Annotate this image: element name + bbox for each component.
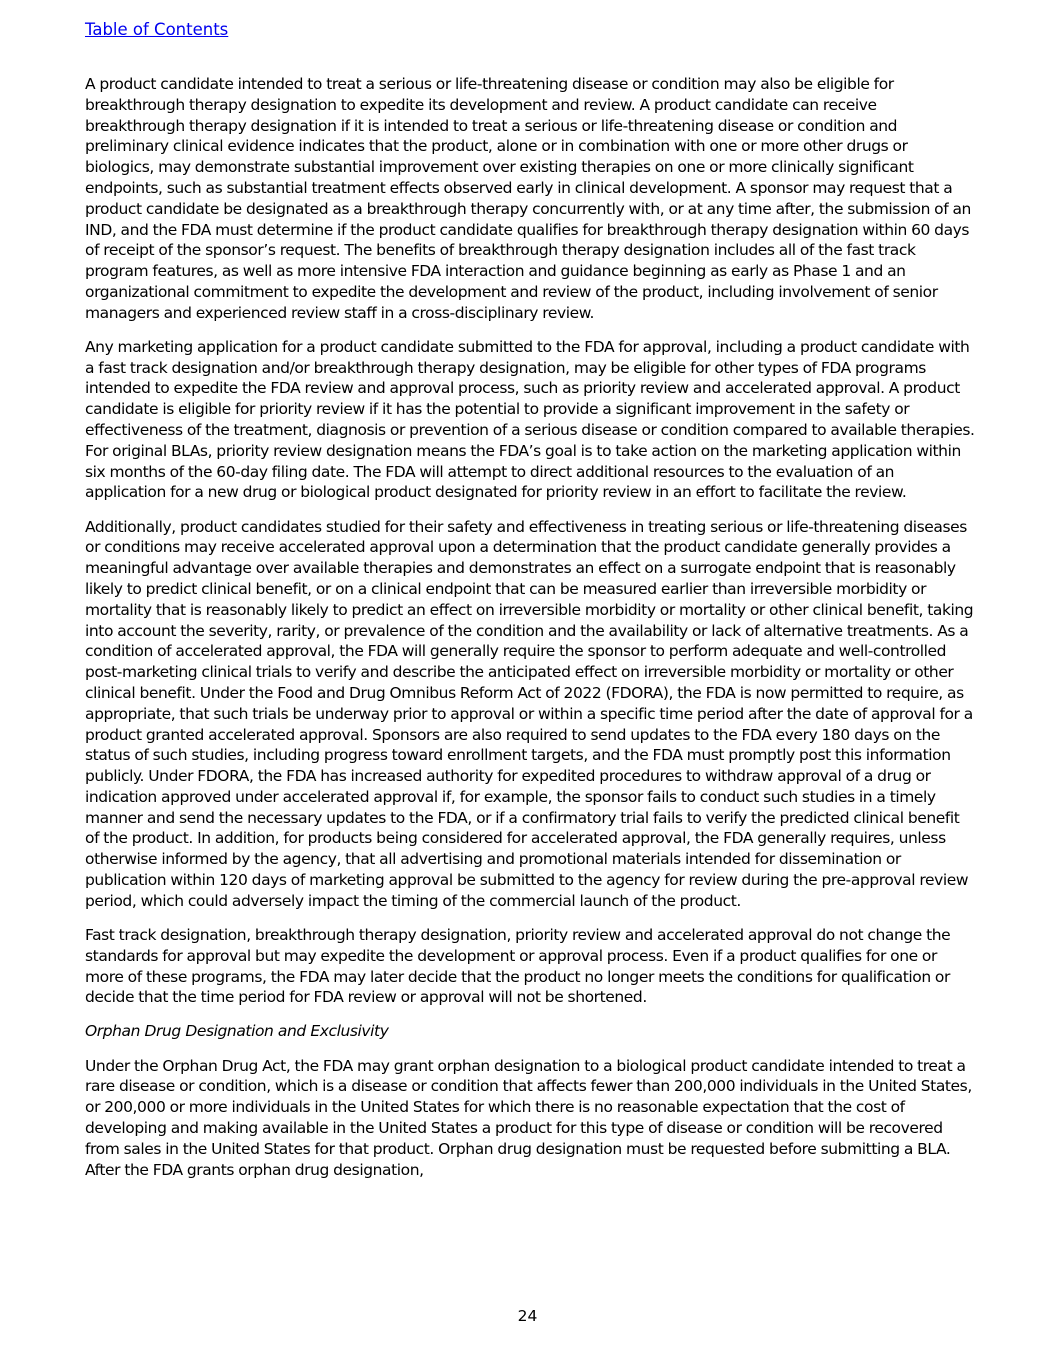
paragraph-orphan-drug-act: Under the Orphan Drug Act, the FDA may grant orphan designation to a biological product candidate intended to treat a rare disease or condition, which is a disease or condition that affects fewer than 200,000 individuals in the United States, or 200,000 or more individuals in the United States for which there is no reasonable expectation that the cost of developing and making available in the United States a product for this type of disease or condition will be recovered from sales in the United States for that product. Orphan drug designation must be requested before submitting a BLA. After the FDA grants orphan drug designation, [85, 1056, 972, 1179]
paragraph-breakthrough-therapy: A product candidate intended to treat a serious or life-threatening disease or condition may also be eligible for breakthrough therapy designation to expedite its development and review. A product candidate can receive breakthrough therapy designation if it is intended to treat a serious or life-threatening disease or condition and preliminary clinical evidence indicates that the product, alone or in combination with one or more other drugs or biologics, may demonstrate substantial improvement over existing therapies on one or more clinically significant endpoints, such as substantial treatment effects observed early in clinical development. A sponsor may request that a product candidate be designated as a breakthrough therapy concurrently with, or at any time after, the submission of an IND, and the FDA must determine if the product candidate qualifies for breakthrough therapy designation within 60 days of receipt of the sponsor’s request. The benefits of breakthrough therapy designation includes all of the fast track program features, as well as more intensive FDA interaction and guidance beginning as early as Phase 1 and an organizational commitment to expedite the development and review of the product, including involvement of senior managers and experienced review staff in a cross-disciplinary review. [85, 75, 971, 322]
paragraph-accelerated-approval: Additionally, product candidates studied for their safety and effectiveness in treating serious or life-threatening diseases or conditions may receive accelerated approval upon a determination that the product candidate generally provides a meaningful advantage over available therapies and demonstrates an effect on a surrogate endpoint that is reasonably likely to predict clinical benefit, or on a clinical endpoint that can be measured earlier than irreversible morbidity or mortality that is reasonably likely to predict an effect on irreversible morbidity or mortality or other clinical benefit, taking into account the severity, rarity, or prevalence of the condition and the availability or lack of alternative treatments. As a condition of accelerated approval, the FDA will generally require the sponsor to perform adequate and well-controlled post-marketing clinical trials to verify and describe the anticipated effect on irreversible morbidity or mortality or other clinical benefit. Under the Food and Drug Omnibus Reform Act of 2022 (FDORA), the FDA is now permitted to require, as appropriate, that such trials be underway prior to approval or within a specific time period after the date of approval for a product granted accelerated approval. Sponsors are also required to send updates to the FDA every 180 days on the status of such studies, including progress toward enrollment targets, and the FDA must promptly post this information publicly. Under FDORA, the FDA has increased authority for expedited procedures to withdraw approval of a drug or indication approved under accelerated approval if, for example, the sponsor fails to conduct such studies in a timely manner and send the necessary updates to the FDA, or if a confirmatory trial fails to verify the predicted clinical benefit of the product. In addition, for products being considered for accelerated approval, the FDA generally requires, unless otherwise informed by the agency, that all advertising and promotional materials intended for dissemination or publication within 120 days of marketing approval be submitted to the agency for review during the pre-approval review period, which could adversely impact the timing of the commercial launch of the product. [85, 517, 974, 910]
paragraph-priority-review: Any marketing application for a product candidate submitted to the FDA for approval, including a product candidate with a fast track designation and/or breakthrough therapy designation, may be eligible for other types of FDA programs intended to expedite the FDA review and approval process, such as priority review and accelerated approval. A product candidate is eligible for priority review if it has the potential to provide a significant improvement in the safety or effectiveness of the treatment, diagnosis or prevention of a serious disease or condition compared to available therapies. For original BLAs, priority review designation means the FDA’s goal is to take action on the marketing application within six months of the 60-day filing date. The FDA will attempt to direct additional resources to the evaluation of an application for a new drug or biological product designated for priority review in an effort to facilitate the review. [85, 337, 975, 502]
section-heading-orphan-drug: Orphan Drug Designation and Exclusivity [85, 1022, 389, 1041]
paragraph-expedited-programs-summary: Fast track designation, breakthrough therapy designation, priority review and accelerated approval do not change the standards for approval but may expedite the development or approval process. Even if a product qualifies for one or more of these programs, the FDA may later decide that the product no longer meets the conditions for qualification or decide that the time period for FDA review or approval will not be shortened. [85, 925, 951, 1007]
page-number: 24 [517, 1307, 538, 1325]
document-body [85, 74, 975, 1194]
table-of-contents-link[interactable]: Table of Contents [85, 20, 229, 39]
